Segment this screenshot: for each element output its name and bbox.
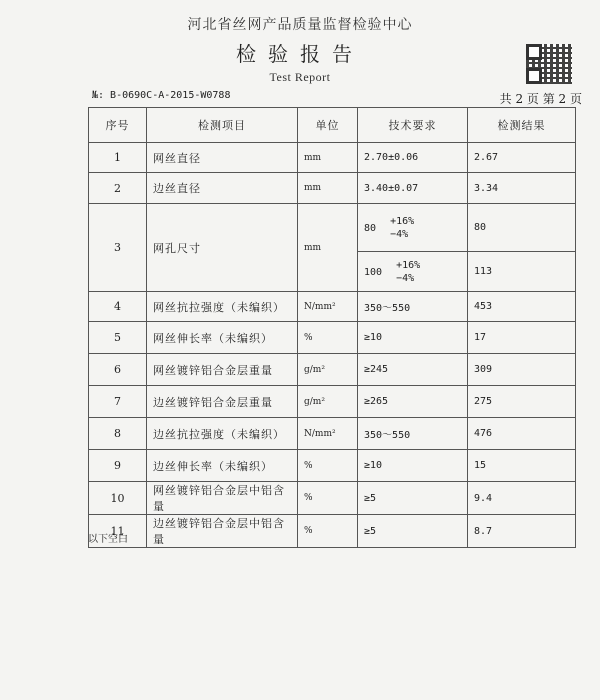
cell-no: 9 (89, 450, 147, 482)
table-row (89, 354, 576, 386)
table-row (89, 482, 576, 515)
table-header-row (89, 108, 576, 143)
cell-item: 边丝镀锌铝合金层重量 (147, 386, 298, 418)
tolerance-plus: +16% (396, 259, 421, 271)
cell-item: 边丝伸长率（未编织） (147, 450, 298, 482)
cell-unit: % (298, 482, 358, 515)
cell-result: 453 (468, 292, 576, 322)
tolerance-minus: −4% (396, 272, 415, 284)
end-note: 以下空白 (88, 534, 128, 545)
cell-result: 15 (468, 450, 576, 482)
cell-no: 6 (89, 354, 147, 386)
cell-requirement: ≥265 (358, 386, 468, 418)
tolerance-plus: +16% (390, 215, 415, 227)
page-indicator: 共 2 页 第 2 页 (499, 92, 582, 106)
cell-no: 2 (89, 173, 147, 204)
table-row (89, 143, 576, 173)
cell-no: 8 (89, 418, 147, 450)
cell-no: 4 (89, 292, 147, 322)
cell-item: 边丝直径 (147, 173, 298, 204)
cell-item: 网丝镀锌铝合金层重量 (147, 354, 298, 386)
cell-result: 80 (468, 204, 576, 252)
header-unit: 单位 (298, 108, 358, 143)
cell-item: 网孔尺寸 (147, 204, 298, 292)
cell-unit: g/m² (298, 354, 358, 386)
cell-item: 网丝直径 (147, 143, 298, 173)
cell-requirement: 3.40±0.07 (358, 173, 468, 204)
cell-no: 5 (89, 322, 147, 354)
header-result: 检测结果 (468, 108, 576, 143)
cell-requirement: 350～550 (358, 292, 468, 322)
cell-no: 3 (89, 204, 147, 292)
qr-code-icon (526, 44, 572, 84)
table-row (89, 450, 576, 482)
cell-requirement: ≥245 (358, 354, 468, 386)
requirement-nominal: 80 (364, 222, 377, 234)
header-seq: 序号 (89, 108, 147, 143)
header-requirement: 技术要求 (358, 108, 468, 143)
report-number: №: B-0690C-A-2015-W0788 (92, 90, 231, 101)
cell-no: 11 (89, 515, 147, 548)
cell-unit: mm (298, 143, 358, 173)
tolerance (396, 259, 420, 285)
cell-unit: N/mm² (298, 292, 358, 322)
table-row (89, 173, 576, 204)
table-row (89, 386, 576, 418)
cell-unit: mm (298, 204, 358, 292)
cell-requirement: 2.70±0.06 (358, 143, 468, 173)
cell-result: 2.67 (468, 143, 576, 173)
cell-unit: % (298, 322, 358, 354)
report-subtitle: Test Report (269, 70, 331, 84)
cell-requirement: ≥5 (358, 482, 468, 515)
cell-no: 7 (89, 386, 147, 418)
cell-unit: N/mm² (298, 418, 358, 450)
cell-requirement: ≥10 (358, 450, 468, 482)
cell-result: 113 (468, 252, 576, 292)
table-row (89, 322, 576, 354)
requirement-nominal: 100 (364, 266, 383, 278)
cell-item: 边丝抗拉强度（未编织） (147, 418, 298, 450)
cell-requirement: ≥5 (358, 515, 468, 548)
cell-item: 网丝镀锌铝合金层中铝含量 (147, 482, 298, 515)
results-table (88, 107, 576, 548)
cell-result: 9.4 (468, 482, 576, 515)
tolerance-minus: −4% (390, 228, 409, 240)
table-row (89, 515, 576, 548)
cell-unit: mm (298, 173, 358, 204)
cell-item: 网丝抗拉强度（未编织） (147, 292, 298, 322)
cell-requirement: 350～550 (358, 418, 468, 450)
cell-result: 8.7 (468, 515, 576, 548)
table-row (89, 292, 576, 322)
table-row (89, 204, 576, 252)
cell-no: 1 (89, 143, 147, 173)
cell-requirement: ≥10 (358, 322, 468, 354)
cell-item: 边丝镀锌铝合金层中铝含量 (147, 515, 298, 548)
header-item: 检测项目 (147, 108, 298, 143)
cell-result: 476 (468, 418, 576, 450)
cell-result: 309 (468, 354, 576, 386)
cell-item: 网丝伸长率（未编织） (147, 322, 298, 354)
cell-unit: % (298, 450, 358, 482)
cell-requirement (358, 204, 468, 252)
tolerance (390, 215, 414, 241)
cell-result: 17 (468, 322, 576, 354)
organization-name: 河北省丝网产品质量监督检验中心 (187, 17, 413, 33)
report-title: 检验报告 (236, 42, 364, 66)
cell-unit: % (298, 515, 358, 548)
cell-requirement (358, 252, 468, 292)
table-row (89, 418, 576, 450)
cell-result: 275 (468, 386, 576, 418)
cell-result: 3.34 (468, 173, 576, 204)
cell-unit: g/m² (298, 386, 358, 418)
cell-no: 10 (89, 482, 147, 515)
